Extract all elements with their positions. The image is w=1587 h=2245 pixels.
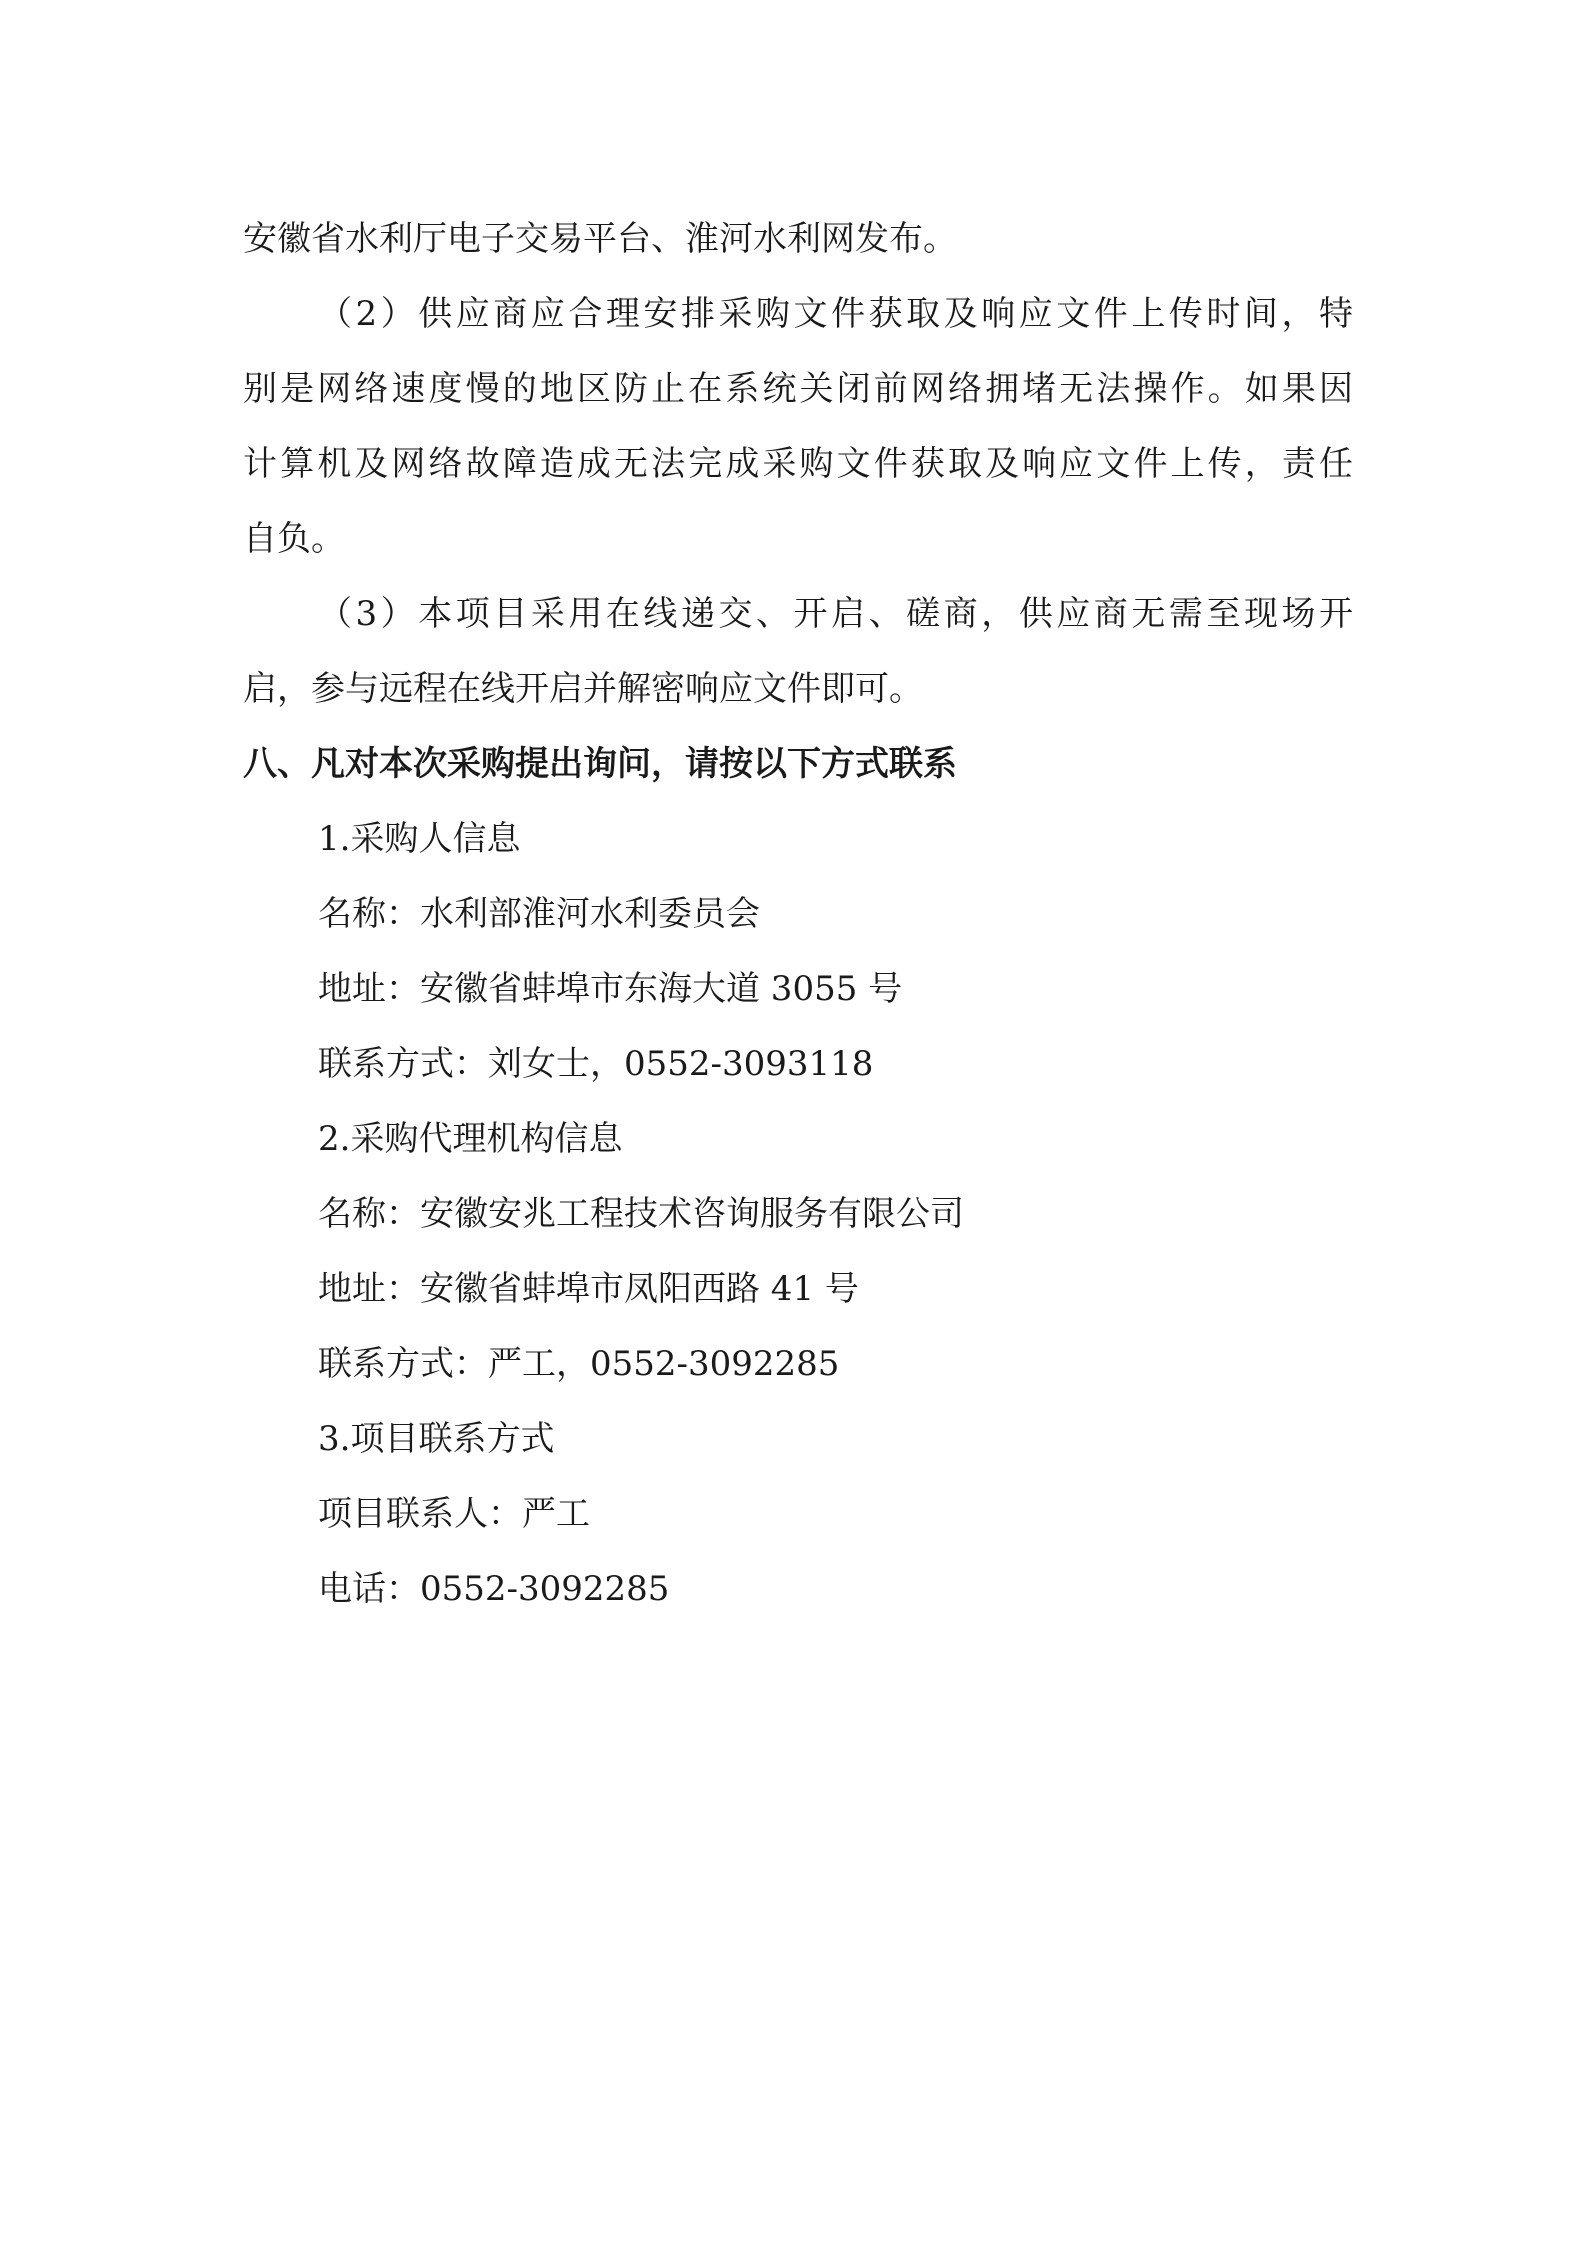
paragraph-line: 计算机及网络故障造成无法完成采购文件获取及响应文件上传，责任 <box>243 444 1353 484</box>
agency-contact: 联系方式：严工，0552-3092285 <box>318 1344 840 1384</box>
purchaser-address: 地址：安徽省蚌埠市东海大道 3055 号 <box>318 969 903 1009</box>
paragraph-line: 启，参与远程在线开启并解密响应文件即可。 <box>243 669 923 709</box>
agency-address: 地址：安徽省蚌埠市凤阳西路 41 号 <box>318 1269 859 1309</box>
agency-name: 名称：安徽安兆工程技术咨询服务有限公司 <box>318 1194 964 1234</box>
subsection-title: 1.采购人信息 <box>318 819 521 859</box>
project-contact-person: 项目联系人：严工 <box>318 1494 590 1534</box>
document-body <box>243 202 1353 1627</box>
paragraph-line: （3）本项目采用在线递交、开启、磋商，供应商无需至现场开 <box>318 594 1353 634</box>
project-phone: 电话：0552-3092285 <box>318 1569 670 1609</box>
subsection-title: 3.项目联系方式 <box>318 1419 555 1459</box>
section-heading: 八、凡对本次采购提出询问，请按以下方式联系 <box>243 744 957 784</box>
paragraph-line: 别是网络速度慢的地区防止在系统关闭前网络拥堵无法操作。如果因 <box>243 369 1353 409</box>
purchaser-name: 名称：水利部淮河水利委员会 <box>318 894 760 934</box>
subsection-title: 2.采购代理机构信息 <box>318 1119 623 1159</box>
paragraph-line: 安徽省水利厅电子交易平台、淮河水利网发布。 <box>243 219 957 259</box>
paragraph-line: 自负。 <box>243 519 345 559</box>
paragraph-line: （2）供应商应合理安排采购文件获取及响应文件上传时间，特 <box>318 294 1353 334</box>
purchaser-contact: 联系方式：刘女士，0552-3093118 <box>318 1044 874 1084</box>
